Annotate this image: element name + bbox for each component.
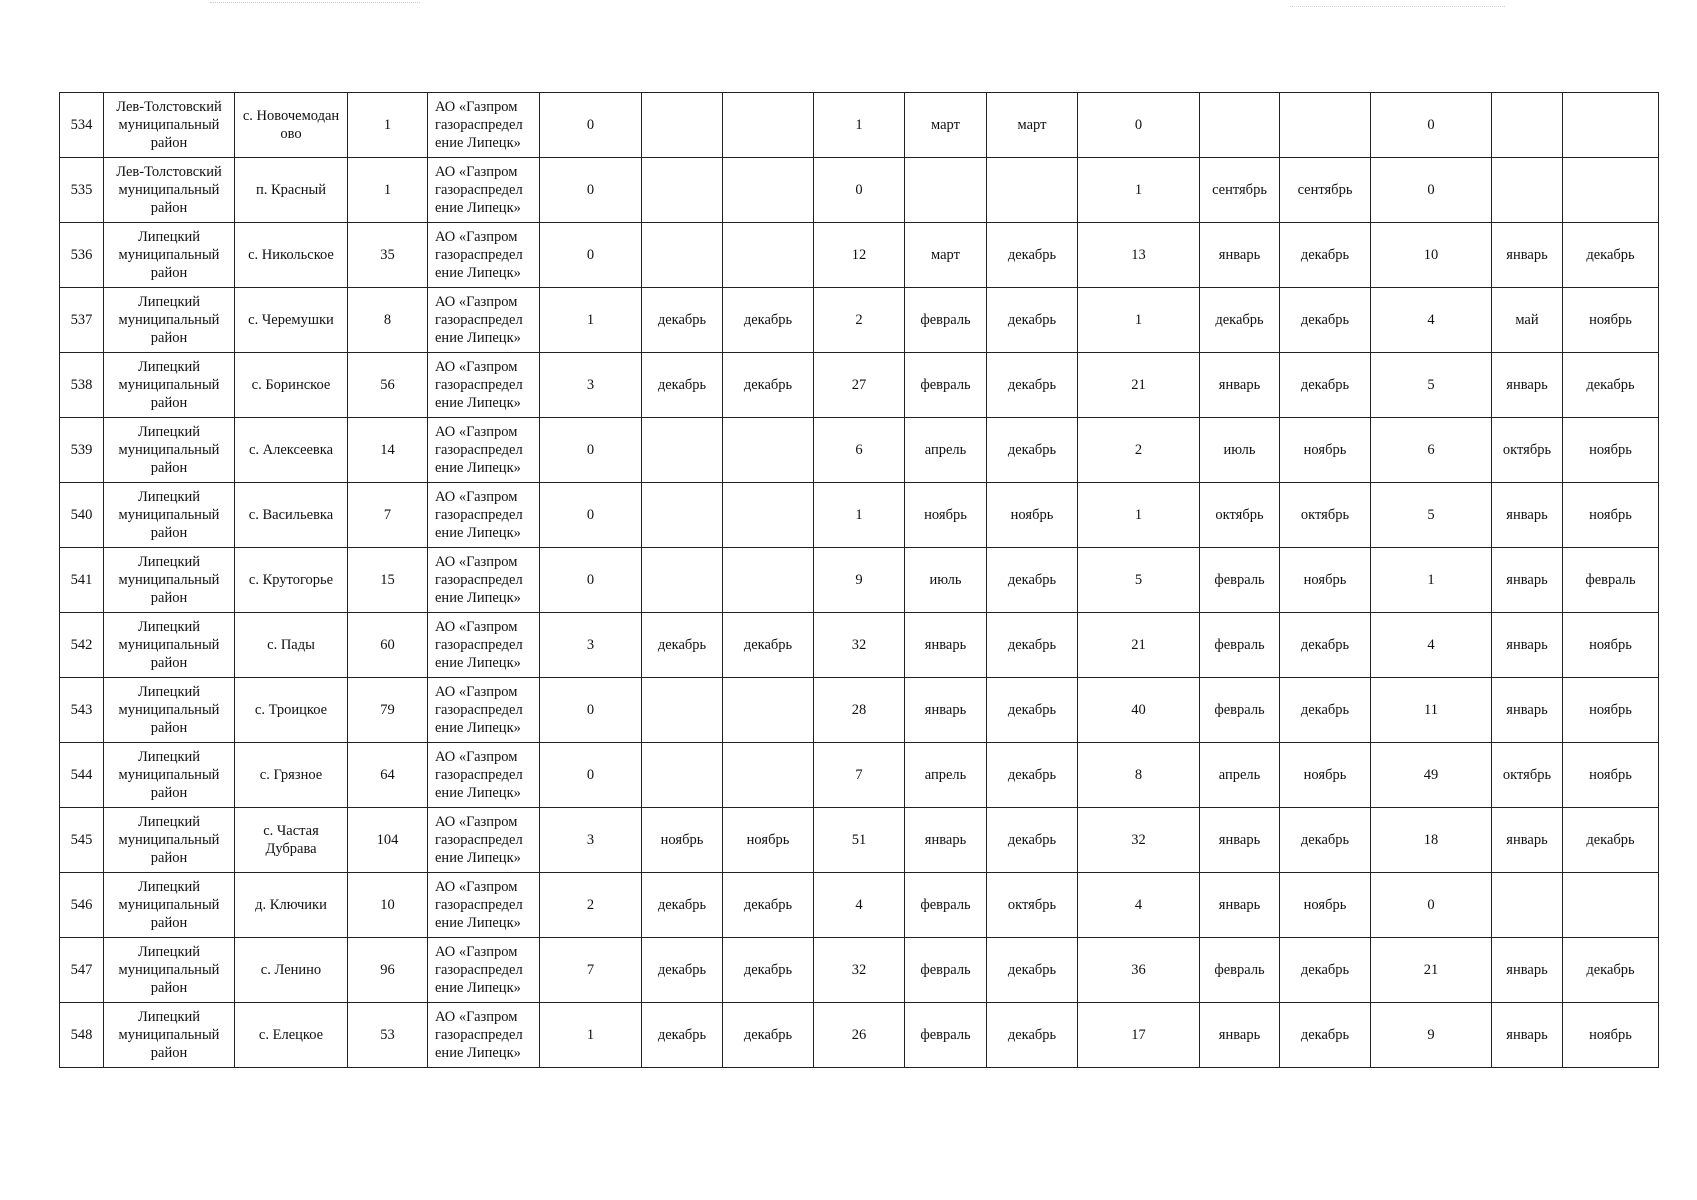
period2-start-month-cell — [905, 158, 987, 223]
period3-end-month-cell: декабрь — [1280, 808, 1371, 873]
period3-start-month-cell: январь — [1200, 808, 1280, 873]
organization-cell: АО «Газпром газораспредел ение Липецк» — [428, 158, 540, 223]
period2-end-month-cell: октябрь — [987, 873, 1078, 938]
period1-end-month-cell: декабрь — [723, 353, 814, 418]
period4-count-cell: 49 — [1371, 743, 1492, 808]
period1-count-cell: 0 — [540, 743, 642, 808]
period3-start-month-cell: декабрь — [1200, 288, 1280, 353]
settlement-cell: п. Красный — [235, 158, 348, 223]
period2-start-month-cell: февраль — [905, 288, 987, 353]
period2-end-month-cell: декабрь — [987, 808, 1078, 873]
table-row — [60, 873, 1659, 938]
period4-start-month-cell: январь — [1492, 678, 1563, 743]
period3-start-month-cell: апрель — [1200, 743, 1280, 808]
period1-count-cell: 1 — [540, 1003, 642, 1068]
row-number-cell: 539 — [60, 418, 104, 483]
period4-count-cell: 1 — [1371, 548, 1492, 613]
period2-count-cell: 1 — [814, 93, 905, 158]
period1-end-month-cell — [723, 223, 814, 288]
district-cell: Липецкий муниципальный район — [104, 418, 235, 483]
period4-count-cell: 0 — [1371, 93, 1492, 158]
settlement-cell: с. Елецкое — [235, 1003, 348, 1068]
period2-start-month-cell: март — [905, 223, 987, 288]
period4-count-cell: 5 — [1371, 483, 1492, 548]
table-row — [60, 548, 1659, 613]
table-row — [60, 743, 1659, 808]
period3-end-month-cell: декабрь — [1280, 938, 1371, 1003]
period3-end-month-cell: декабрь — [1280, 353, 1371, 418]
period4-count-cell: 0 — [1371, 873, 1492, 938]
period3-count-cell: 21 — [1078, 613, 1200, 678]
period2-start-month-cell: февраль — [905, 353, 987, 418]
period3-count-cell: 2 — [1078, 418, 1200, 483]
settlement-cell: с. Частая Дубрава — [235, 808, 348, 873]
table-row — [60, 678, 1659, 743]
period3-start-month-cell: октябрь — [1200, 483, 1280, 548]
period3-end-month-cell: декабрь — [1280, 223, 1371, 288]
period3-end-month-cell: ноябрь — [1280, 548, 1371, 613]
period1-count-cell: 0 — [540, 158, 642, 223]
households-total-cell: 1 — [348, 158, 428, 223]
period4-end-month-cell: февраль — [1563, 548, 1659, 613]
settlement-cell: д. Ключики — [235, 873, 348, 938]
settlement-cell: с. Троицкое — [235, 678, 348, 743]
period3-start-month-cell: сентябрь — [1200, 158, 1280, 223]
period1-end-month-cell: декабрь — [723, 873, 814, 938]
households-total-cell: 60 — [348, 613, 428, 678]
period3-count-cell: 5 — [1078, 548, 1200, 613]
period2-end-month-cell: декабрь — [987, 223, 1078, 288]
organization-cell: АО «Газпром газораспредел ение Липецк» — [428, 353, 540, 418]
period1-start-month-cell — [642, 678, 723, 743]
period2-end-month-cell: декабрь — [987, 938, 1078, 1003]
period1-count-cell: 0 — [540, 93, 642, 158]
district-cell: Липецкий муниципальный район — [104, 873, 235, 938]
period3-count-cell: 17 — [1078, 1003, 1200, 1068]
row-number-cell: 543 — [60, 678, 104, 743]
period3-count-cell: 1 — [1078, 158, 1200, 223]
period4-count-cell: 4 — [1371, 288, 1492, 353]
period1-end-month-cell: ноябрь — [723, 808, 814, 873]
period3-start-month-cell: февраль — [1200, 678, 1280, 743]
table-row — [60, 223, 1659, 288]
period4-start-month-cell: январь — [1492, 613, 1563, 678]
period1-start-month-cell — [642, 548, 723, 613]
period3-count-cell: 36 — [1078, 938, 1200, 1003]
period3-end-month-cell: декабрь — [1280, 1003, 1371, 1068]
period1-end-month-cell — [723, 418, 814, 483]
settlement-cell: с. Ленино — [235, 938, 348, 1003]
row-number-cell: 546 — [60, 873, 104, 938]
households-total-cell: 35 — [348, 223, 428, 288]
period1-start-month-cell — [642, 223, 723, 288]
period2-end-month-cell: ноябрь — [987, 483, 1078, 548]
period3-end-month-cell: ноябрь — [1280, 418, 1371, 483]
period3-count-cell: 1 — [1078, 288, 1200, 353]
period4-start-month-cell: январь — [1492, 548, 1563, 613]
period1-end-month-cell — [723, 483, 814, 548]
period1-end-month-cell — [723, 678, 814, 743]
period4-start-month-cell: январь — [1492, 938, 1563, 1003]
period2-count-cell: 32 — [814, 938, 905, 1003]
period2-end-month-cell: декабрь — [987, 1003, 1078, 1068]
period3-count-cell: 40 — [1078, 678, 1200, 743]
organization-cell: АО «Газпром газораспредел ение Липецк» — [428, 678, 540, 743]
period1-end-month-cell: декабрь — [723, 938, 814, 1003]
period1-start-month-cell — [642, 743, 723, 808]
period3-count-cell: 32 — [1078, 808, 1200, 873]
period2-start-month-cell: февраль — [905, 1003, 987, 1068]
district-cell: Липецкий муниципальный район — [104, 808, 235, 873]
period4-end-month-cell: ноябрь — [1563, 1003, 1659, 1068]
scan-artifact — [210, 2, 420, 9]
period1-start-month-cell: декабрь — [642, 873, 723, 938]
period1-count-cell: 2 — [540, 873, 642, 938]
period4-count-cell: 11 — [1371, 678, 1492, 743]
period1-start-month-cell: декабрь — [642, 938, 723, 1003]
period1-count-cell: 0 — [540, 483, 642, 548]
period2-end-month-cell: декабрь — [987, 678, 1078, 743]
period3-start-month-cell: февраль — [1200, 938, 1280, 1003]
period1-start-month-cell — [642, 418, 723, 483]
period4-end-month-cell — [1563, 93, 1659, 158]
period4-start-month-cell: январь — [1492, 808, 1563, 873]
period2-count-cell: 26 — [814, 1003, 905, 1068]
period3-start-month-cell — [1200, 93, 1280, 158]
organization-cell: АО «Газпром газораспредел ение Липецк» — [428, 743, 540, 808]
row-number-cell: 534 — [60, 93, 104, 158]
period1-count-cell: 3 — [540, 613, 642, 678]
period4-count-cell: 9 — [1371, 1003, 1492, 1068]
district-cell: Липецкий муниципальный район — [104, 743, 235, 808]
district-cell: Липецкий муниципальный район — [104, 353, 235, 418]
row-number-cell: 545 — [60, 808, 104, 873]
period4-end-month-cell: ноябрь — [1563, 678, 1659, 743]
households-total-cell: 8 — [348, 288, 428, 353]
households-total-cell: 15 — [348, 548, 428, 613]
period2-start-month-cell: январь — [905, 678, 987, 743]
period2-end-month-cell: декабрь — [987, 613, 1078, 678]
organization-cell: АО «Газпром газораспредел ение Липецк» — [428, 938, 540, 1003]
district-cell: Липецкий муниципальный район — [104, 548, 235, 613]
period3-start-month-cell: январь — [1200, 873, 1280, 938]
period2-count-cell: 9 — [814, 548, 905, 613]
period3-start-month-cell: январь — [1200, 353, 1280, 418]
period1-count-cell: 0 — [540, 223, 642, 288]
period4-end-month-cell — [1563, 873, 1659, 938]
row-number-cell: 536 — [60, 223, 104, 288]
district-cell: Липецкий муниципальный район — [104, 938, 235, 1003]
organization-cell: АО «Газпром газораспредел ение Липецк» — [428, 808, 540, 873]
period3-count-cell: 21 — [1078, 353, 1200, 418]
period4-count-cell: 4 — [1371, 613, 1492, 678]
period1-count-cell: 7 — [540, 938, 642, 1003]
period2-count-cell: 7 — [814, 743, 905, 808]
households-total-cell: 10 — [348, 873, 428, 938]
period1-count-cell: 3 — [540, 353, 642, 418]
period3-end-month-cell: октябрь — [1280, 483, 1371, 548]
table-row — [60, 483, 1659, 548]
period4-end-month-cell: ноябрь — [1563, 743, 1659, 808]
period1-start-month-cell: декабрь — [642, 288, 723, 353]
period1-end-month-cell — [723, 548, 814, 613]
period4-start-month-cell — [1492, 93, 1563, 158]
period2-start-month-cell: апрель — [905, 418, 987, 483]
period3-end-month-cell: декабрь — [1280, 678, 1371, 743]
organization-cell: АО «Газпром газораспредел ение Липецк» — [428, 483, 540, 548]
period3-count-cell: 4 — [1078, 873, 1200, 938]
period4-start-month-cell: январь — [1492, 483, 1563, 548]
table-row — [60, 353, 1659, 418]
period3-end-month-cell: ноябрь — [1280, 873, 1371, 938]
households-total-cell: 7 — [348, 483, 428, 548]
period2-count-cell: 32 — [814, 613, 905, 678]
period4-start-month-cell: январь — [1492, 353, 1563, 418]
organization-cell: АО «Газпром газораспредел ение Липецк» — [428, 288, 540, 353]
period2-start-month-cell: февраль — [905, 938, 987, 1003]
period2-start-month-cell: июль — [905, 548, 987, 613]
period2-start-month-cell: февраль — [905, 873, 987, 938]
period3-end-month-cell: декабрь — [1280, 288, 1371, 353]
period2-end-month-cell: декабрь — [987, 743, 1078, 808]
period2-start-month-cell: январь — [905, 613, 987, 678]
period4-start-month-cell — [1492, 873, 1563, 938]
settlement-cell: с. Крутогорье — [235, 548, 348, 613]
row-number-cell: 548 — [60, 1003, 104, 1068]
gasification-schedule-table — [59, 92, 1659, 1068]
period3-end-month-cell: ноябрь — [1280, 743, 1371, 808]
period2-end-month-cell: декабрь — [987, 288, 1078, 353]
period1-count-cell: 0 — [540, 678, 642, 743]
table-row — [60, 158, 1659, 223]
organization-cell: АО «Газпром газораспредел ение Липецк» — [428, 418, 540, 483]
period2-count-cell: 4 — [814, 873, 905, 938]
period3-count-cell: 8 — [1078, 743, 1200, 808]
period4-start-month-cell: октябрь — [1492, 743, 1563, 808]
period2-count-cell: 2 — [814, 288, 905, 353]
period1-start-month-cell: декабрь — [642, 1003, 723, 1068]
table-row — [60, 1003, 1659, 1068]
period4-end-month-cell: декабрь — [1563, 353, 1659, 418]
settlement-cell: с. Никольское — [235, 223, 348, 288]
period4-end-month-cell — [1563, 158, 1659, 223]
period1-count-cell: 0 — [540, 548, 642, 613]
period4-start-month-cell: октябрь — [1492, 418, 1563, 483]
organization-cell: АО «Газпром газораспредел ение Липецк» — [428, 873, 540, 938]
period1-start-month-cell: декабрь — [642, 613, 723, 678]
period4-end-month-cell: ноябрь — [1563, 288, 1659, 353]
row-number-cell: 535 — [60, 158, 104, 223]
period1-start-month-cell: ноябрь — [642, 808, 723, 873]
settlement-cell: с. Васильевка — [235, 483, 348, 548]
table-row — [60, 938, 1659, 1003]
households-total-cell: 56 — [348, 353, 428, 418]
period2-end-month-cell: декабрь — [987, 353, 1078, 418]
period4-count-cell: 5 — [1371, 353, 1492, 418]
period4-count-cell: 0 — [1371, 158, 1492, 223]
organization-cell: АО «Газпром газораспредел ение Липецк» — [428, 613, 540, 678]
table-row — [60, 808, 1659, 873]
district-cell: Липецкий муниципальный район — [104, 613, 235, 678]
period2-count-cell: 28 — [814, 678, 905, 743]
period1-start-month-cell — [642, 483, 723, 548]
table-row — [60, 418, 1659, 483]
district-cell: Липецкий муниципальный район — [104, 288, 235, 353]
period3-end-month-cell — [1280, 93, 1371, 158]
period2-count-cell: 27 — [814, 353, 905, 418]
organization-cell: АО «Газпром газораспредел ение Липецк» — [428, 1003, 540, 1068]
period4-count-cell: 10 — [1371, 223, 1492, 288]
period1-count-cell: 3 — [540, 808, 642, 873]
period3-start-month-cell: февраль — [1200, 613, 1280, 678]
period1-start-month-cell — [642, 93, 723, 158]
households-total-cell: 79 — [348, 678, 428, 743]
period2-start-month-cell: ноябрь — [905, 483, 987, 548]
organization-cell: АО «Газпром газораспредел ение Липецк» — [428, 548, 540, 613]
period3-end-month-cell: сентябрь — [1280, 158, 1371, 223]
period3-count-cell: 1 — [1078, 483, 1200, 548]
period4-end-month-cell: декабрь — [1563, 808, 1659, 873]
period2-count-cell: 51 — [814, 808, 905, 873]
table-body — [60, 93, 1659, 1068]
settlement-cell: с. Алексеевка — [235, 418, 348, 483]
households-total-cell: 53 — [348, 1003, 428, 1068]
table-row — [60, 93, 1659, 158]
organization-cell: АО «Газпром газораспредел ение Липецк» — [428, 223, 540, 288]
period3-count-cell: 13 — [1078, 223, 1200, 288]
row-number-cell: 544 — [60, 743, 104, 808]
organization-cell: АО «Газпром газораспредел ение Липецк» — [428, 93, 540, 158]
period1-start-month-cell: декабрь — [642, 353, 723, 418]
period4-count-cell: 18 — [1371, 808, 1492, 873]
period3-start-month-cell: февраль — [1200, 548, 1280, 613]
households-total-cell: 96 — [348, 938, 428, 1003]
row-number-cell: 541 — [60, 548, 104, 613]
district-cell: Лев-Толстовский муниципальный район — [104, 93, 235, 158]
period4-end-month-cell: ноябрь — [1563, 418, 1659, 483]
period2-count-cell: 0 — [814, 158, 905, 223]
row-number-cell: 542 — [60, 613, 104, 678]
period4-end-month-cell: декабрь — [1563, 223, 1659, 288]
period3-start-month-cell: январь — [1200, 1003, 1280, 1068]
period3-end-month-cell: декабрь — [1280, 613, 1371, 678]
period1-start-month-cell — [642, 158, 723, 223]
table-row — [60, 613, 1659, 678]
period3-count-cell: 0 — [1078, 93, 1200, 158]
period2-start-month-cell: январь — [905, 808, 987, 873]
district-cell: Липецкий муниципальный район — [104, 223, 235, 288]
households-total-cell: 104 — [348, 808, 428, 873]
period2-end-month-cell: декабрь — [987, 548, 1078, 613]
district-cell: Липецкий муниципальный район — [104, 678, 235, 743]
period2-count-cell: 6 — [814, 418, 905, 483]
period4-start-month-cell: январь — [1492, 1003, 1563, 1068]
settlement-cell: с. Боринское — [235, 353, 348, 418]
period2-count-cell: 1 — [814, 483, 905, 548]
period1-end-month-cell: декабрь — [723, 1003, 814, 1068]
period1-end-month-cell: декабрь — [723, 288, 814, 353]
period4-count-cell: 6 — [1371, 418, 1492, 483]
period2-end-month-cell — [987, 158, 1078, 223]
period2-start-month-cell: апрель — [905, 743, 987, 808]
households-total-cell: 64 — [348, 743, 428, 808]
period3-start-month-cell: январь — [1200, 223, 1280, 288]
settlement-cell: с. Черемушки — [235, 288, 348, 353]
row-number-cell: 537 — [60, 288, 104, 353]
period1-count-cell: 0 — [540, 418, 642, 483]
district-cell: Липецкий муниципальный район — [104, 1003, 235, 1068]
period2-end-month-cell: декабрь — [987, 418, 1078, 483]
period3-start-month-cell: июль — [1200, 418, 1280, 483]
period4-start-month-cell: январь — [1492, 223, 1563, 288]
table-row — [60, 288, 1659, 353]
period4-end-month-cell: ноябрь — [1563, 483, 1659, 548]
period1-end-month-cell — [723, 158, 814, 223]
period1-end-month-cell: декабрь — [723, 613, 814, 678]
row-number-cell: 538 — [60, 353, 104, 418]
households-total-cell: 1 — [348, 93, 428, 158]
period4-count-cell: 21 — [1371, 938, 1492, 1003]
households-total-cell: 14 — [348, 418, 428, 483]
period1-count-cell: 1 — [540, 288, 642, 353]
settlement-cell: с. Новочемодан ово — [235, 93, 348, 158]
scan-artifact — [1290, 6, 1505, 10]
period2-count-cell: 12 — [814, 223, 905, 288]
period4-start-month-cell: май — [1492, 288, 1563, 353]
period4-end-month-cell: декабрь — [1563, 938, 1659, 1003]
period1-end-month-cell — [723, 743, 814, 808]
period1-end-month-cell — [723, 93, 814, 158]
period4-end-month-cell: ноябрь — [1563, 613, 1659, 678]
period2-start-month-cell: март — [905, 93, 987, 158]
district-cell: Липецкий муниципальный район — [104, 483, 235, 548]
row-number-cell: 540 — [60, 483, 104, 548]
settlement-cell: с. Пады — [235, 613, 348, 678]
period4-start-month-cell — [1492, 158, 1563, 223]
row-number-cell: 547 — [60, 938, 104, 1003]
period2-end-month-cell: март — [987, 93, 1078, 158]
district-cell: Лев-Толстовский муниципальный район — [104, 158, 235, 223]
settlement-cell: с. Грязное — [235, 743, 348, 808]
